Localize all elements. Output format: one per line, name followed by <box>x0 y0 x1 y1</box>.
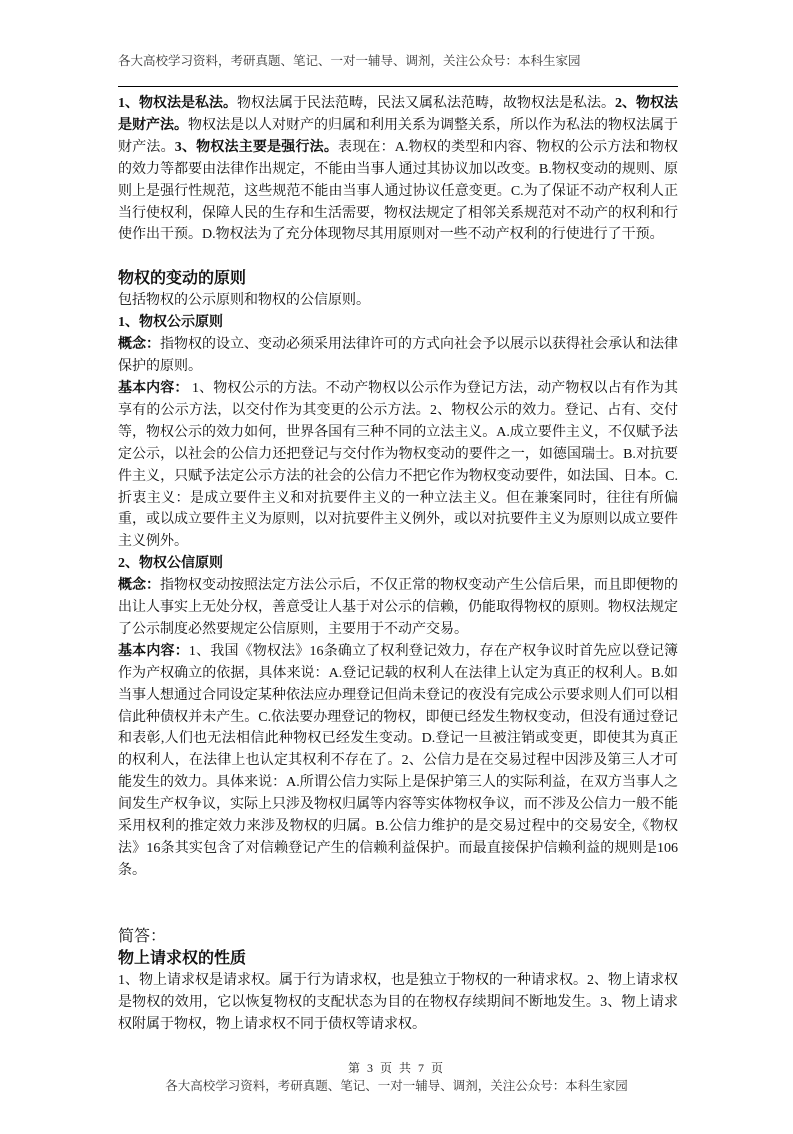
section-body: 1、物上请求权是请求权。属于行为请求权，也是独立于物权的一种请求权。2、物上请求权是物权的效用，它以恢复物权的支配状态为目的在物权存续期间不断地发生。3、物上请求权附属于物权，物上请求权不同于债权等请求权。 <box>118 972 678 1032</box>
point-1-text: 物权法属于民法范畴，民法又属私法范畴，故物权法是私法。 <box>237 96 615 111</box>
point-3-label: 3、物权法主要是强行法。 <box>174 139 339 155</box>
page-footer: 各大高校学习资料，考研真题、笔记、一对一辅导、调剂，关注公众号：本科生家园 <box>165 1078 628 1093</box>
point-2-text: 物权法是以人对财产的归属和利用关系为调整关系，所以作为私法的物权法属于财产法。 <box>118 117 678 155</box>
point-1-label: 1、物权法是私法。 <box>118 96 237 111</box>
concept-text: 指物权的设立、变动必须采用法律许可的方式向社会予以展示以获得社会承认和法律保护的原则。 <box>118 337 678 375</box>
section-lead: 包括物权的公示原则和物权的公信原则。 <box>118 293 370 309</box>
page-footer-block <box>0 1036 793 1094</box>
spacer <box>118 246 678 268</box>
concept-label: 概念： <box>118 337 160 353</box>
subheading-public-trust <box>118 553 678 575</box>
subheading-text: 2、物权公信原则 <box>118 556 223 572</box>
document-body <box>118 93 678 1036</box>
point-3-text: 表现在：A.物权的类型和内容、物权的公示方法和物权的效力等都要由法律作出规定，不能由当事人通过其协议加以改变。B.物权变动的规则、原则上是强行性规范，这些规范不能由当事人通过协议任意变更。C.为了保证不动产权利人正当行使权利，保障人民的生存和生活需要，物权法规定了相邻关系规范对不动产的权利和行使作出干预。D.物权法为了充分体现物尽其用原则对一些不动产权利的行使进行了干预。 <box>118 139 679 243</box>
spacer <box>118 882 678 926</box>
page-number: 第 3 页 共 7 页 <box>347 1060 445 1075</box>
header-divider <box>118 86 678 87</box>
section-heading: 物上请求权的性质 <box>118 949 247 967</box>
intro-paragraph <box>118 93 678 246</box>
content-text: 1、我国《物权法》16条确立了权利登记效力，存在产权争议时首先应以登记簿作为产权确立的依据，具体来说：A.登记记载的权利人在法律上认定为真正的权利人。B.如当事人想通过合同设定某种依法应办理登记但尚未登记的夜没有完成公示要求则人们可以相信此种债权并未产生。C.依法要办理登记的物权，即便已经发生物权变动，但没有通过登记和表彰,人们也无法相信此种物权已经发生变动。D.登记一旦被注销或变更，即使其为真正的权利人，在法律上也认定其权利不存在了。2、公信力是在交易过程中因涉及第三人才可能发生的效力。具体来说：A.所谓公信力实际上是保护第三人的实际利益，在双方当事人之间发生产权争议，实际上只涉及物权归属等内容等实体物权争议，而不涉及公信力一般不能采用权利的推定效力来涉及物权的归属。B.公信力维护的是交易过程中的交易安全,《物权法》16条其实包含了对信赖登记产生的信赖利益保护。而最直接保护信赖利益的规则是106条。 <box>118 643 679 878</box>
concept-text: 指物权变动按照法定方法公示后，不仅正常的物权变动产生公信后果，而且即便物的出让人事实上无处分权，善意受让人基于对公示的信赖，仍能取得物权的原则。物权法规定了公示制度必然要规定公信原则，主要用于不动产交易。 <box>118 578 678 637</box>
concept-paragraph <box>118 575 678 641</box>
point-2-label: 2、物权法是财产法。 <box>118 96 678 133</box>
section-heading: 物权的变动的原则 <box>118 270 247 288</box>
short-answer-label: 简答： <box>118 927 167 945</box>
content-paragraph <box>118 641 678 882</box>
content-label: 基本内容： <box>118 643 189 659</box>
page-header: 各大高校学习资料，考研真题、笔记、一对一辅导、调剂，关注公众号：本科生家园 <box>118 54 581 68</box>
content-text: 1、物权公示的方法。不动产物权以公示作为登记方法，动产物权以占有作为其享有的公示方法，以交付作为其变更的公示方法。2、物权公示的效力。登记、占有、交付等，物权公示的效力如何，世界各国有三种不同的立法主义。A.成立要件主义，不仅赋予法定公示，以社会的公信力还把登记与交付作为物权变动的要件之一，如德国瑞士。B.对抗要件主义，只赋予法定公示方法的社会的公信力不把它作为物权变动要件，如法国、日本。C.折衷主义：是成立要件主义和对抗要件主义的一种立法主义。但在兼案同时，往往有所偏重，或以成立要件主义为原则，以对抗要件主义例外，或以对抗要件主义为原则以成立要件主义例外。 <box>118 380 678 550</box>
content-paragraph <box>118 378 678 553</box>
concept-paragraph <box>118 334 678 378</box>
concept-label: 概念： <box>118 578 160 594</box>
subheading-text: 1、物权公示原则 <box>118 315 223 331</box>
subheading-publicity <box>118 312 678 334</box>
content-label: 基本内容： <box>118 380 189 396</box>
